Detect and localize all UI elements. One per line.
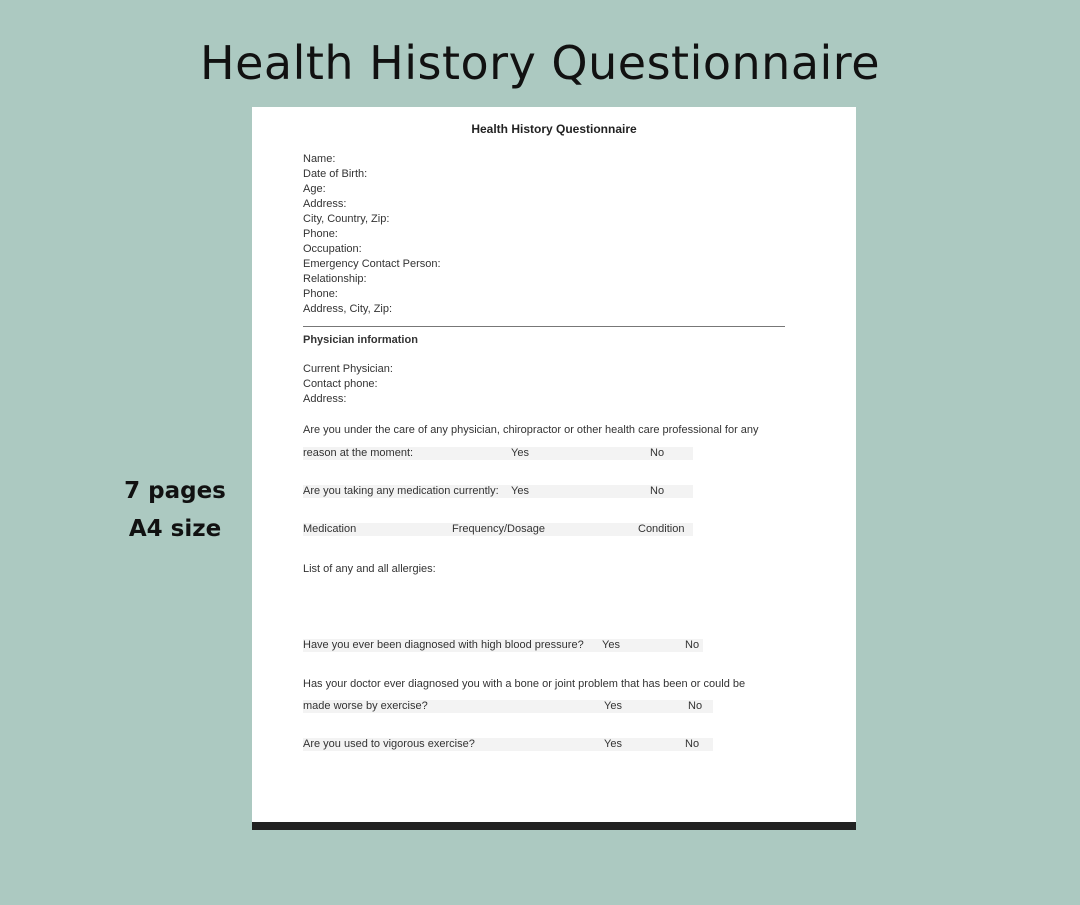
divider <box>303 326 785 327</box>
form-field-label: Relationship: <box>303 273 367 285</box>
yes-option[interactable]: Yes <box>511 485 529 497</box>
physician-field-label: Contact phone: <box>303 378 378 390</box>
no-option[interactable]: No <box>688 700 703 712</box>
banner-title: Health History Questionnaire <box>199 36 880 90</box>
med-col-medication: Medication <box>303 523 357 535</box>
form-field-label: Name: <box>303 153 336 165</box>
document-preview <box>252 107 856 830</box>
form-field-label: Occupation: <box>303 243 362 255</box>
yes-option[interactable]: Yes <box>604 738 622 750</box>
question-medication: Are you taking any medication currently: <box>303 485 499 497</box>
question-blood-pressure: Have you ever been diagnosed with high blood pressure? <box>303 639 584 651</box>
document-title: Health History Questionnaire <box>471 122 637 136</box>
no-option[interactable]: No <box>685 738 700 750</box>
form-field-label: Phone: <box>303 288 338 300</box>
form-field-label: Address, City, Zip: <box>303 303 393 315</box>
yes-option[interactable]: Yes <box>602 639 620 651</box>
physician-heading: Physician information <box>303 334 418 346</box>
form-field-label: Date of Birth: <box>303 168 368 180</box>
form-field-label: Phone: <box>303 228 338 240</box>
question-bone-joint-cont: made worse by exercise? <box>303 700 428 712</box>
page-count: 7 pages <box>124 478 226 504</box>
physician-field-label: Current Physician: <box>303 363 393 375</box>
question-bone-joint: Has your doctor ever diagnosed you with a bone or joint problem that has been or could be <box>303 678 746 690</box>
form-field-label: City, Country, Zip: <box>303 213 390 225</box>
allergies-label: List of any and all allergies: <box>303 563 436 575</box>
med-col-condition: Condition <box>638 523 685 535</box>
no-option[interactable]: No <box>650 447 665 459</box>
form-field-label: Age: <box>303 183 326 195</box>
question-care: Are you under the care of any physician, chiropractor or other health care professional for any <box>303 424 759 436</box>
question-care-cont: reason at the moment: <box>303 447 414 459</box>
form-field-label: Address: <box>303 198 347 210</box>
yes-option[interactable]: Yes <box>511 447 529 459</box>
med-col-frequency: Frequency/Dosage <box>452 523 545 535</box>
no-option[interactable]: No <box>650 485 665 497</box>
no-option[interactable]: No <box>685 639 700 651</box>
form-field-label: Emergency Contact Person: <box>303 258 441 270</box>
question-vigorous-exercise: Are you used to vigorous exercise? <box>303 738 475 750</box>
physician-field-label: Address: <box>303 393 347 405</box>
yes-option[interactable]: Yes <box>604 700 622 712</box>
page-size: A4 size <box>128 516 222 542</box>
